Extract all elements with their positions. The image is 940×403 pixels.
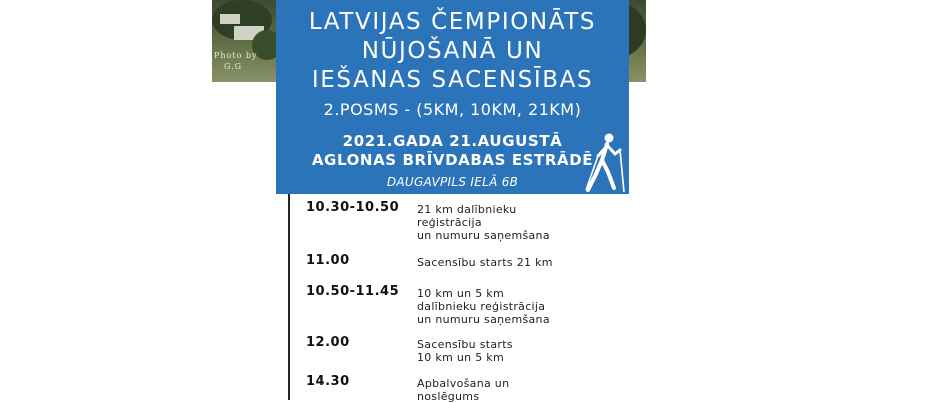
schedule-description: [417, 256, 627, 269]
event-title-line: LATVIJAS ČEMPIONĀTS: [308, 9, 597, 35]
schedule-description-line: dalībnieku reģistrācija: [417, 300, 546, 313]
schedule-description-line: 21 km dalībnieku: [417, 203, 517, 216]
event-title: [276, 8, 629, 95]
event-title-line: IEŠANAS SACENSĪBAS: [311, 67, 594, 93]
schedule-time: 10.50-11.45: [306, 284, 400, 299]
event-date: 2021.GADA 21.AUGUSTĀ: [342, 132, 563, 150]
schedule-description: [417, 377, 627, 403]
event-address: DAUGAVPILS IELĀ 6B: [386, 175, 519, 189]
schedule-time: 10.30-10.50: [306, 200, 400, 215]
photo-credit: [214, 50, 274, 72]
event-venue: AGLONAS BRĪVDABAS ESTRĀDĒ: [311, 151, 594, 169]
schedule-time: 14.30: [306, 374, 350, 389]
nordic-walker-icon: [578, 130, 630, 196]
schedule-description-line: reģistrācija: [417, 216, 482, 229]
schedule-time: 11.00: [306, 253, 350, 268]
schedule-description-line: Sacensību starts 21 km: [417, 256, 553, 269]
schedule-description-line: 10 km un 5 km: [417, 287, 504, 300]
schedule-description-line: un numuru saņemšana: [417, 229, 550, 242]
schedule-description-line: Sacensību starts: [417, 338, 513, 351]
schedule-description: [417, 287, 627, 326]
schedule-description: [417, 203, 627, 242]
schedule-description-line: un numuru saņemšana: [417, 313, 550, 326]
schedule-time: 12.00: [306, 335, 350, 350]
schedule-description-line: noslēgums: [417, 390, 480, 403]
event-banner: [276, 0, 629, 194]
schedule-description-line: 10 km un 5 km: [417, 351, 504, 364]
schedule-description-line: Apbalvošana un: [417, 377, 510, 390]
photo-credit-line-2: G.G: [224, 62, 243, 71]
photo-credit-line-1: Photo by: [214, 51, 258, 60]
event-date-location: [276, 132, 629, 170]
event-stage: 2.POSMS - (5KM, 10KM, 21KM): [323, 100, 582, 119]
schedule-description: [417, 338, 627, 364]
event-title-line: NŪJOŠANĀ UN: [361, 38, 544, 64]
